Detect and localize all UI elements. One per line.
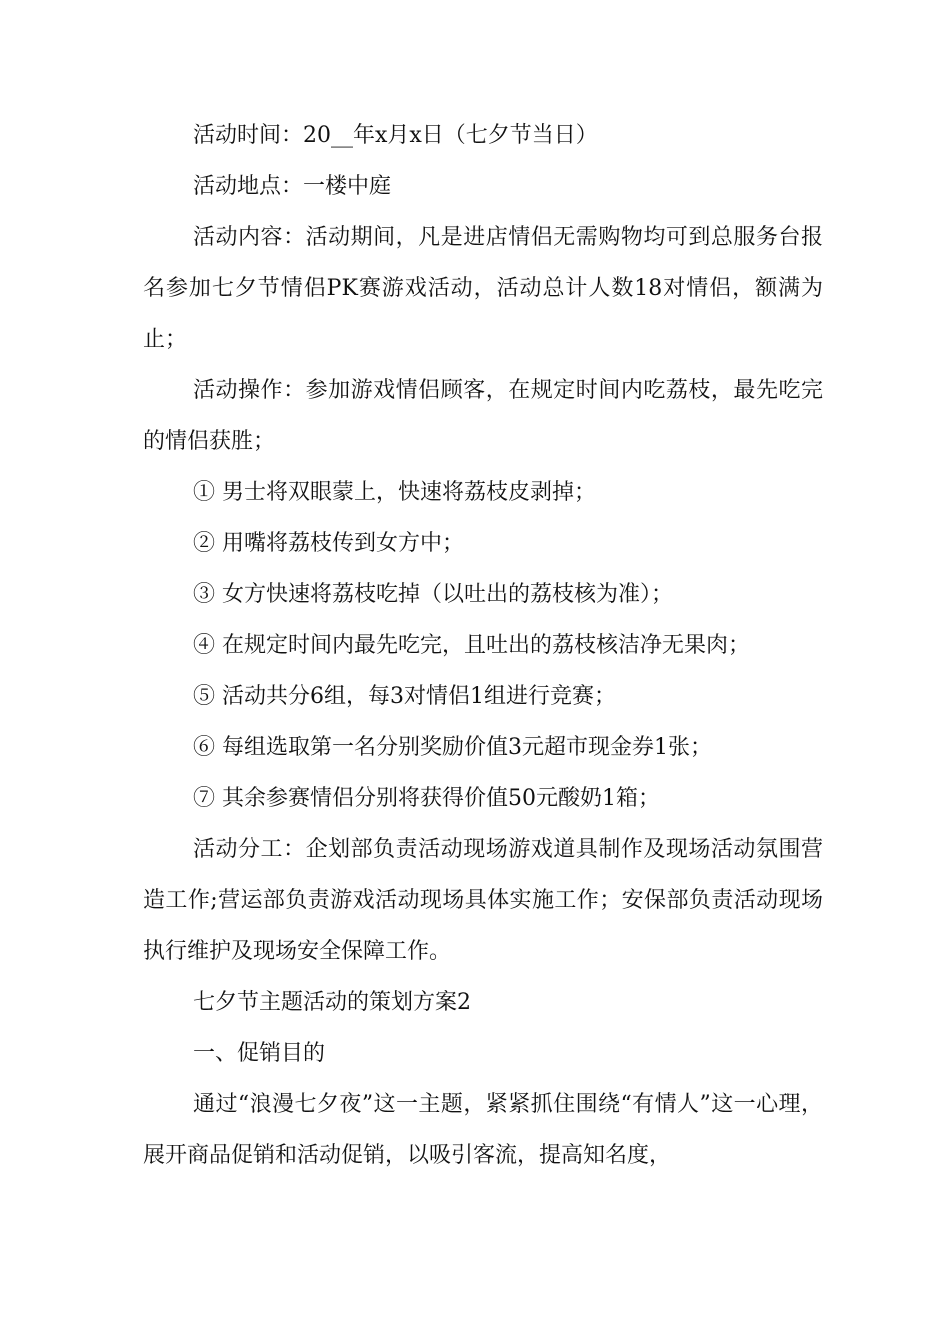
paragraph-activity-time: 活动时间：20__年x月x日（七夕节当日） (193, 123, 598, 148)
list-item-step-4: ④ 在规定时间内最先吃完，且吐出的荔枝核洁净无果肉； (193, 633, 750, 658)
list-item-step-6: ⑥ 每组选取第一名分别奖励价值3元超市现金券1张； (193, 735, 712, 760)
list-item-step-1: ① 男士将双眼蒙上，快速将荔枝皮剥掉； (193, 480, 596, 505)
list-item-step-3: ③ 女方快速将荔枝吃掉（以吐出的荔枝核为准）； (193, 582, 673, 607)
list-item-step-2: ② 用嘴将荔枝传到女方中； (193, 531, 464, 556)
list-item-step-5: ⑤ 活动共分6组，每3对情侣1组进行竞赛； (193, 684, 616, 709)
paragraph-activity-content: 活动内容：活动期间，凡是进店情侣无需购物均可到总服务台报名参加七夕节情侣PK赛游戏活动，活动总计人数18对情侣，额满为止； (143, 225, 823, 352)
list-item-step-7: ⑦ 其余参赛情侣分别将获得价值50元酸奶1箱； (193, 786, 660, 811)
paragraph-promotion-purpose: 通过“浪漫七夕夜”这一主题，紧紧抓住围绕“有情人”这一心理，展开商品促销和活动促销，以吸引客流，提高知名度， (143, 1092, 823, 1168)
section-title-plan-2: 七夕节主题活动的策划方案2 (193, 990, 471, 1015)
section-heading-promotion-purpose: 一、促销目的 (193, 1041, 326, 1066)
paragraph-activity-operation: 活动操作：参加游戏情侣顾客，在规定时间内吃荔枝，最先吃完的情侣获胜； (143, 378, 823, 454)
paragraph-activity-division: 活动分工：企划部负责活动现场游戏道具制作及现场活动氛围营造工作;营运部负责游戏活动现场具体实施工作；安保部负责活动现场执行维护及现场安全保障工作。 (143, 837, 823, 964)
paragraph-activity-location: 活动地点：一楼中庭 (193, 174, 392, 199)
document-body (143, 110, 823, 1181)
